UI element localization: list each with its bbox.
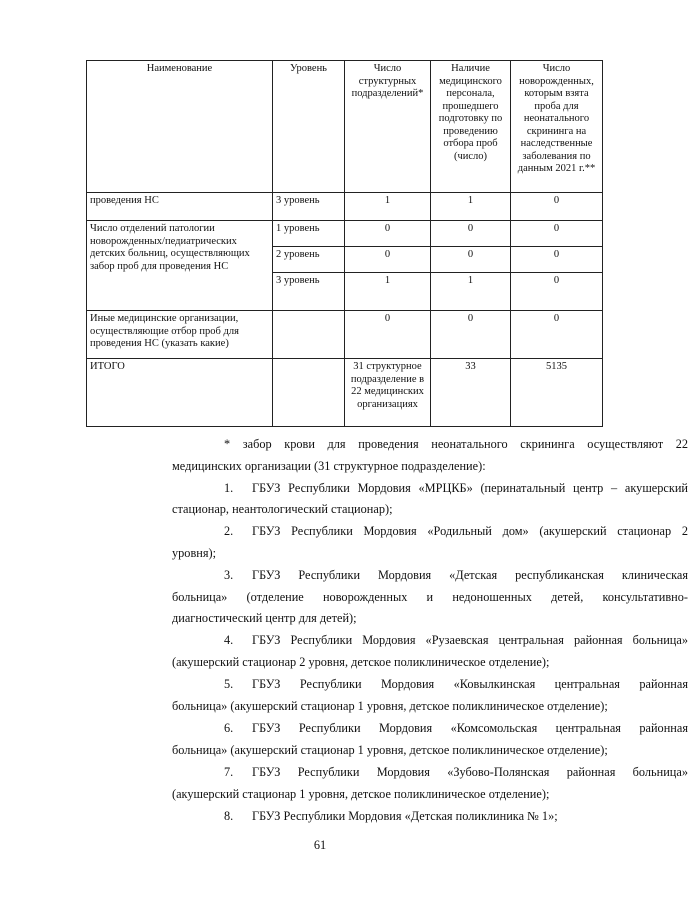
list-item-1-cont: стационар, неантологический стационар); <box>172 502 393 516</box>
list-item-2 <box>172 524 688 538</box>
row2-units <box>345 221 431 311</box>
list-item-2-cont: уровня); <box>172 546 216 560</box>
header-name: Наименование <box>87 61 273 193</box>
list-item-1 <box>172 481 688 495</box>
list-item-8 <box>172 809 688 823</box>
header-newborns: Число новорожденных, которым взята проба для неонатального скрининга на наследственные заболевания по данным 2021 г.** <box>511 61 603 193</box>
row1-name: проведения НС <box>87 193 273 221</box>
list-item-3-cont2: диагностический центр для детей); <box>172 611 357 625</box>
header-units: Число структурных подразделений* <box>345 61 431 193</box>
item-number: 2. <box>224 524 234 538</box>
row2-staff-2: 0 <box>431 247 510 273</box>
row3-staff: 0 <box>431 311 511 359</box>
list-item-5-cont: больница» (акушерский стационар 1 уровня, детское поликлиническое отделение); <box>172 699 608 713</box>
list-item-6 <box>172 721 688 735</box>
list-item-7 <box>172 765 688 779</box>
list-item-5 <box>172 677 688 691</box>
item-line: ГБУЗ Республики Мордовия «Рузаевская центральная районная больница» <box>252 633 688 647</box>
row1-staff: 1 <box>431 193 511 221</box>
header-level: Уровень <box>273 61 345 193</box>
list-item-7-cont: (акушерский стационар 1 уровня, детское поликлиническое отделение); <box>172 787 550 801</box>
row2-newborns <box>511 221 603 311</box>
screening-table <box>86 60 603 427</box>
item-number: 1. <box>224 481 234 495</box>
row2-name: Число отделений патологии новорожденных/педиатрических детских больниц, осуществляющих забор проб для проведения НС <box>87 221 273 311</box>
item-line: ГБУЗ Республики Мордовия «Родильный дом» (акушерский стационар 2 <box>252 524 688 538</box>
header-staff: Наличие медицинского персонала, прошедшего подготовку по проведению отбора проб (число) <box>431 61 511 193</box>
row2-level-2: 2 уровень <box>273 247 344 273</box>
total-name: ИТОГО <box>87 359 273 427</box>
list-item-4-cont: (акушерский стационар 2 уровня, детское поликлиническое отделение); <box>172 655 550 669</box>
item-line: ГБУЗ Республики Мордовия «Детская поликлиника № 1»; <box>252 809 558 823</box>
row2-level-3: 3 уровень <box>276 275 320 286</box>
page-number: 61 <box>313 838 327 852</box>
total-staff: 33 <box>431 359 511 427</box>
list-item-3-cont: больница» (отделение новорожденных и недоношенных детей, консультативно- <box>172 590 688 604</box>
row2-levels <box>273 221 345 311</box>
row2-newborns-3: 0 <box>553 275 560 286</box>
row3-newborns: 0 <box>511 311 603 359</box>
table-header-row <box>87 61 603 193</box>
row2-units-3: 1 <box>384 275 391 286</box>
row2-staff <box>431 221 511 311</box>
row2-staff-1: 0 <box>431 221 510 247</box>
table-row <box>87 193 603 221</box>
row2-staff-3: 1 <box>467 275 474 286</box>
row3-name: Иные медицинские организации, осуществляющие отбор проб для проведения НС (указать какие) <box>87 311 273 359</box>
total-level <box>273 359 345 427</box>
row2-units-2: 0 <box>345 247 430 273</box>
item-number: 7. <box>224 765 234 779</box>
row3-level <box>273 311 345 359</box>
item-number: 5. <box>224 677 234 691</box>
item-line: ГБУЗ Республики Мордовия «Комсомольская центральная районная <box>252 721 688 735</box>
list-item-4 <box>172 633 688 647</box>
item-number: 4. <box>224 633 234 647</box>
table-row <box>87 311 603 359</box>
item-line: ГБУЗ Республики Мордовия «Зубово-Полянская районная больница» <box>252 765 688 779</box>
item-line: ГБУЗ Республики Мордовия «Детская республиканская клиническая <box>252 568 688 582</box>
total-units: 31 структурное подразделение в 22 медицинских организациях <box>345 359 431 427</box>
list-item-6-cont: больница» (акушерский стационар 1 уровня, детское поликлиническое отделение); <box>172 743 608 757</box>
row2-level-1: 1 уровень <box>273 221 344 247</box>
total-newborns: 5135 <box>511 359 603 427</box>
footnote-line-2: медицинских организации (31 структурное подразделение): <box>172 459 486 473</box>
item-line: ГБУЗ Республики Мордовия «МРЦКБ» (перинатальный центр – акушерский <box>252 481 688 495</box>
footnote-line-1: * забор крови для проведения неонатального скрининга осуществляют 22 <box>224 437 688 451</box>
row1-level: 3 уровень <box>273 193 345 221</box>
row2-newborns-1: 0 <box>511 221 602 247</box>
table-total-row <box>87 359 603 427</box>
table-row <box>87 221 603 311</box>
item-number: 6. <box>224 721 234 735</box>
item-line: ГБУЗ Республики Мордовия «Ковылкинская центральная районная <box>252 677 688 691</box>
list-item-3 <box>172 568 688 582</box>
item-number: 8. <box>224 809 234 823</box>
row2-units-1: 0 <box>345 221 430 247</box>
row3-units: 0 <box>345 311 431 359</box>
row1-newborns: 0 <box>511 193 603 221</box>
row1-units: 1 <box>345 193 431 221</box>
row2-newborns-2: 0 <box>511 247 602 273</box>
item-number: 3. <box>224 568 234 582</box>
